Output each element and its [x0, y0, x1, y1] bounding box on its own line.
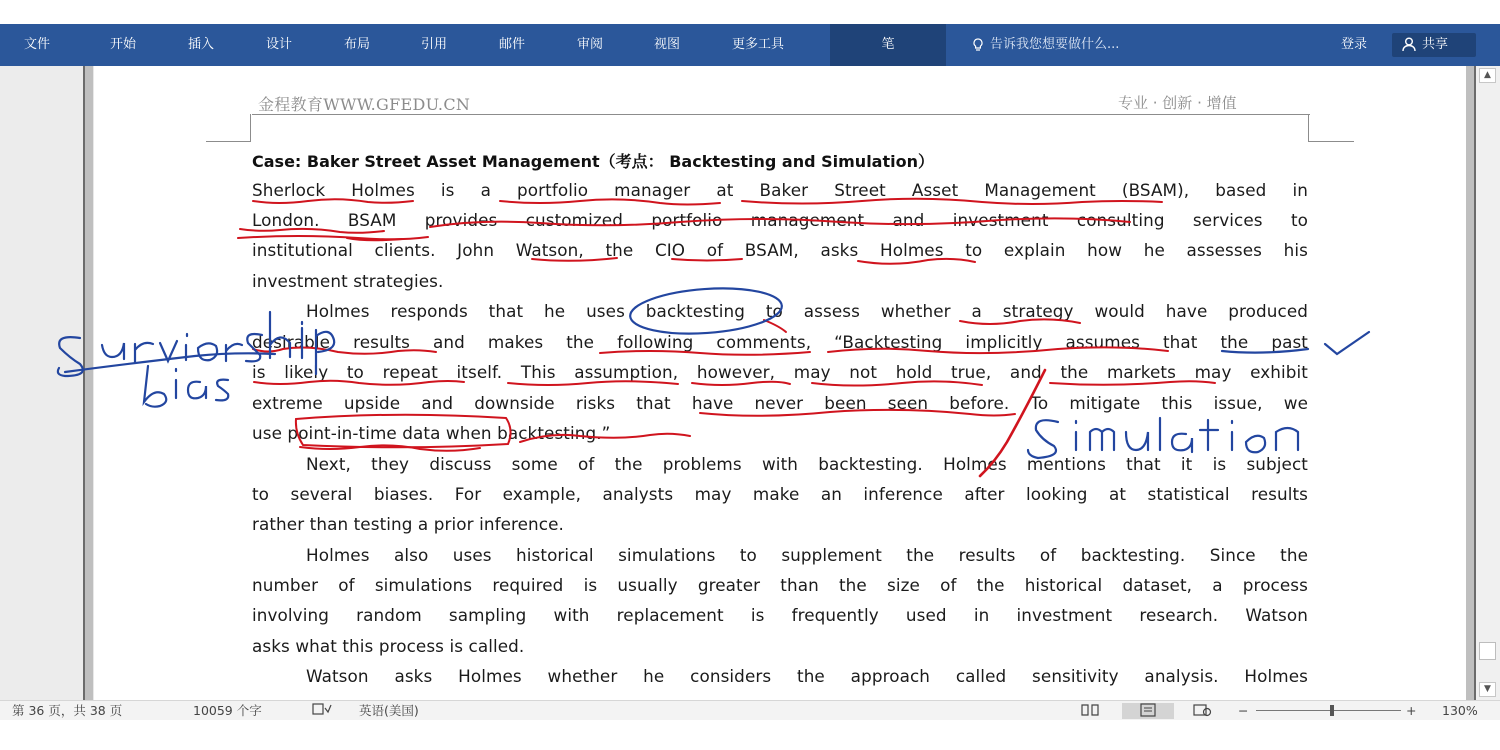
person-icon — [1402, 37, 1418, 52]
bottom-strip — [0, 720, 1500, 750]
paragraph-line: Holmes also uses historical simulations to supplement the results of backtesting. Since the — [306, 545, 1308, 565]
paragraph-line: Holmes responds that he uses backtesting to assess whether a strategy would have produced — [306, 301, 1308, 321]
tab-file[interactable]: 文件 — [24, 37, 51, 52]
zoom-out-button[interactable]: − — [1238, 703, 1249, 718]
paragraph-line: extreme upside and downside risks that have never been seen before. To mitigate this issue, we — [252, 393, 1308, 413]
tab-view[interactable]: 视图 — [654, 37, 681, 52]
paragraph-line: Sherlock Holmes is a portfolio manager at Baker Street Asset Management (BSAM), based in — [252, 180, 1308, 200]
paragraph-line: is likely to repeat itself. This assumption, however, may not hold true, and the markets may exhibit — [252, 362, 1308, 382]
zoom-level[interactable]: 130% — [1442, 703, 1478, 718]
tab-layout[interactable]: 布局 — [344, 37, 371, 52]
margin-mark-right — [1308, 141, 1354, 142]
read-mode-button[interactable] — [1080, 703, 1104, 719]
paragraph-line: rather than testing a prior inference. — [252, 514, 564, 534]
header-rule — [252, 114, 1310, 115]
login-link[interactable]: 登录 — [1341, 37, 1368, 52]
left-margin-area — [0, 66, 83, 700]
paragraph-line: use point-in-time data when backtesting.” — [252, 423, 611, 443]
scroll-thumb[interactable] — [1479, 642, 1496, 660]
paragraph-line: Next, they discuss some of the problems with backtesting. Holmes mentions that it is subject — [306, 454, 1308, 474]
language-indicator[interactable]: 英语(美国) — [359, 703, 419, 718]
tab-design[interactable]: 设计 — [266, 37, 293, 52]
share-button[interactable] — [1392, 33, 1476, 57]
paragraph-line: involving random sampling with replacement is frequently used in investment research. Watson — [252, 605, 1308, 625]
paragraph-line: institutional clients. John Watson, the CIO of BSAM, asks Holmes to explain how he assesses his — [252, 240, 1308, 260]
page-frame-left — [83, 66, 93, 700]
paragraph-line: Watson asks Holmes whether he considers the approach called sensitivity analysis. Holmes — [306, 666, 1308, 686]
tab-insert[interactable]: 插入 — [188, 37, 215, 52]
proofing-icon[interactable] — [312, 702, 332, 721]
vertical-scrollbar[interactable] — [1476, 66, 1500, 700]
tab-mailings[interactable]: 邮件 — [499, 37, 526, 52]
tell-me-placeholder: 告诉我您想要做什么... — [990, 37, 1120, 52]
header-corner-right — [1308, 114, 1309, 142]
zoom-slider[interactable] — [1256, 710, 1401, 711]
status-bar — [0, 700, 1500, 720]
scroll-up-button[interactable]: ▲ — [1479, 68, 1496, 83]
page-header-left: 金程教育WWW.GFEDU.CN — [258, 95, 471, 114]
tell-me-search[interactable] — [972, 24, 1119, 66]
paragraph-line: London. BSAM provides customized portfolio management and investment consulting services to — [252, 210, 1308, 230]
tab-references[interactable]: 引用 — [421, 37, 448, 52]
margin-mark-left — [206, 141, 251, 142]
lightbulb-icon — [972, 38, 984, 52]
ribbon-menu — [0, 24, 1500, 66]
zoom-in-button[interactable]: + — [1406, 703, 1417, 718]
paragraph-line: investment strategies. — [252, 271, 444, 291]
page-header-right: 专业 · 创新 · 增值 — [1118, 94, 1237, 112]
word-count[interactable]: 10059 个字 — [193, 703, 262, 718]
share-label: 共享 — [1422, 37, 1449, 52]
tab-more-tools[interactable]: 更多工具 — [732, 37, 785, 52]
page-count[interactable]: 第 36 页，共 38 页 — [12, 703, 123, 718]
page-frame-right — [1466, 66, 1476, 700]
paragraph-line: desirable results and makes the following comments, “Backtesting implicitly assumes that the past — [252, 332, 1308, 352]
tab-pen[interactable]: 笔 — [830, 24, 946, 66]
tab-home[interactable]: 开始 — [110, 37, 137, 52]
web-layout-button[interactable] — [1192, 703, 1216, 719]
scroll-down-button[interactable]: ▼ — [1479, 682, 1496, 697]
paragraph-line: to several biases. For example, analysts may make an inference after looking at statistical results — [252, 484, 1308, 504]
case-title: Case: Baker Street Asset Management（考点： Backtesting and Simulation） — [252, 152, 934, 171]
title-strip — [0, 0, 1500, 24]
paragraph-line: number of simulations required is usually greater than the size of the historical dataset, a process — [252, 575, 1308, 595]
header-corner-left — [250, 114, 251, 142]
zoom-slider-thumb[interactable] — [1330, 705, 1334, 716]
tab-review[interactable]: 审阅 — [577, 37, 604, 52]
print-layout-button[interactable] — [1122, 703, 1174, 719]
paragraph-line: asks what this process is called. — [252, 636, 525, 656]
